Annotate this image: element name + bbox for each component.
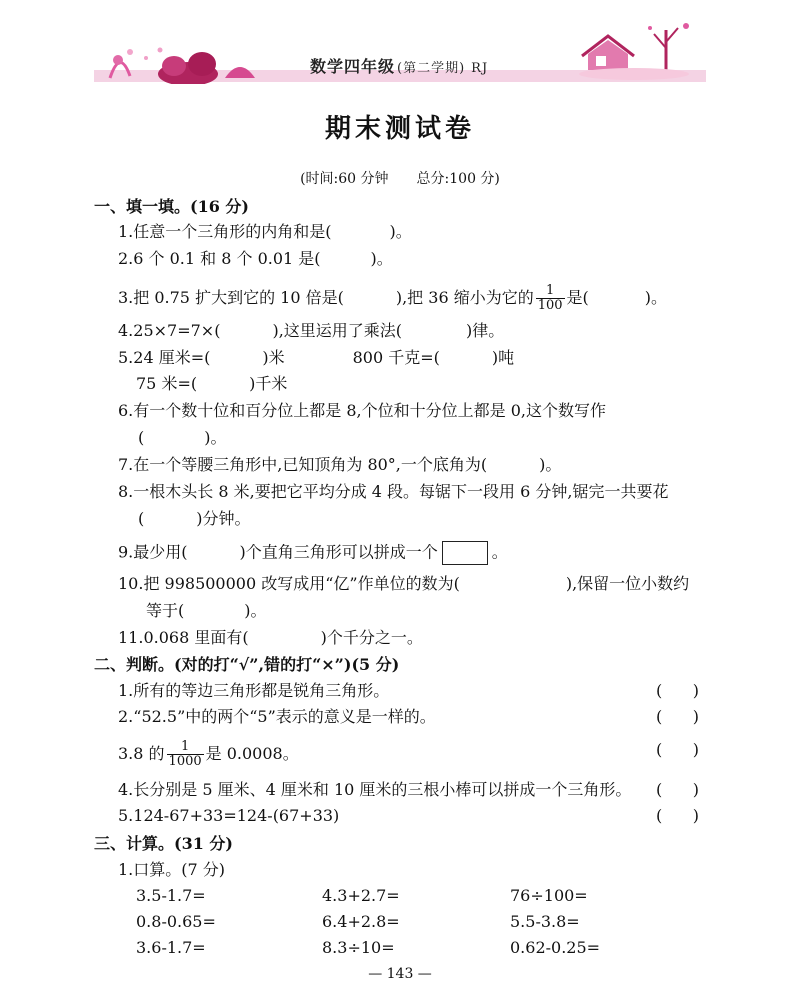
q3-text-a: 3.把 0.75 扩大到它的 10 倍是( [118, 288, 344, 307]
page-header [94, 18, 706, 88]
calc-item: 0.62-0.25= [510, 938, 601, 957]
exam-time: (时间:60 分钟 [300, 171, 389, 187]
judge-5-answer[interactable]: ( ) [656, 806, 699, 825]
judge-3: 3.8 的 $\frac{1}{1000}$ 是 0.0008。 [118, 739, 299, 769]
question-5 [118, 348, 514, 368]
calc-item: 3.5-1.7= [136, 886, 206, 905]
answer-box[interactable] [442, 541, 488, 565]
question-6: 6.有一个数十位和百分位上都是 8,个位和十分位上都是 0,这个数写作 [118, 401, 606, 420]
header-title [310, 54, 488, 77]
q9-text-a: 9.最少用( [118, 542, 188, 562]
oral-calc-heading: 1.口算。(7 分) [118, 860, 226, 879]
question-2 [118, 249, 393, 269]
section1-heading: 一、填一填。(16 分) [94, 197, 249, 216]
q3-end: )。 [644, 288, 668, 307]
question-9: 9.最少用( )个直角三角形可以拼成一个 。 [118, 541, 508, 565]
judge-5: 5.124-67+33=124-(67+33) [118, 806, 340, 825]
calc-item: 76÷100= [510, 886, 588, 905]
judge-1: 1.所有的等边三角形都是锐角三角形。 [118, 681, 390, 700]
q5-text-e: 75 米=( [136, 374, 198, 393]
header-semester: (第二学期) [397, 61, 466, 76]
calc-item: 4.3+2.7= [322, 886, 400, 905]
question-1 [118, 222, 412, 242]
question-5-line2 [136, 374, 287, 394]
question-10-line2: 等于( )。 [146, 601, 267, 620]
calc-item: 0.8-0.65= [136, 912, 216, 931]
q3-text-b: ),把 36 缩小为它的 [395, 288, 534, 307]
q5-text-f: )千米 [249, 374, 288, 393]
q11-text: 11.0.068 里面有( [118, 628, 249, 647]
header-edition: RJ [471, 61, 489, 76]
question-7: 7.在一个等腰三角形中,已知顶角为 80°,一个底角为( )。 [118, 455, 562, 474]
question-8-line2: ( )分钟。 [138, 509, 251, 528]
q9-text-b: )个直角三角形可以拼成一个 [239, 542, 438, 562]
fraction-one-hundredth: $\frac{1}{100}$ [537, 283, 563, 313]
fraction-one-thousandth: $\frac{1}{1000}$ [168, 739, 202, 769]
judge-3-answer[interactable]: ( ) [656, 740, 699, 759]
q5-text-d: )吨 [491, 348, 515, 367]
exam-info [0, 168, 800, 188]
calc-item: 8.3÷10= [322, 938, 395, 957]
calc-item: 3.6-1.7= [136, 938, 206, 957]
judge-1-answer[interactable]: ( ) [656, 681, 699, 700]
page-number: — 143 — [368, 966, 432, 982]
calc-item: 6.4+2.8= [322, 912, 400, 931]
question-3 [118, 284, 667, 313]
q10-text: 10.把 998500000 改写成用“亿”作单位的数为( [118, 574, 460, 593]
question-6-line2: ( )。 [138, 428, 227, 447]
q1-text: 1.任意一个三角形的内角和是( [118, 222, 332, 241]
q4-end: )律。 [466, 321, 505, 340]
section3-heading: 三、计算。(31 分) [94, 834, 233, 853]
calc-item: 5.5-3.8= [510, 912, 580, 931]
q5-text-c: 800 千克=( [352, 348, 440, 367]
q3-text-c: 是( [566, 288, 589, 307]
judge-4-answer[interactable]: ( ) [656, 780, 699, 799]
q2-end: )。 [370, 249, 393, 268]
q2-text: 2.6 个 0.1 和 8 个 0.01 是( [118, 249, 321, 268]
exam-score: 总分:100 分) [416, 171, 500, 187]
header-grade: 数学四年级 [310, 57, 396, 76]
page-title: 期末测试卷 [324, 114, 475, 144]
q5-text-a: 5.24 厘米=( [118, 348, 211, 367]
question-4 [118, 321, 504, 341]
question-8: 8.一根木头长 8 米,要把它平均分成 4 段。每锯下一段用 6 分钟,锯完一共要花 [118, 482, 669, 501]
q4-text-a: 4.25×7=7×( [118, 321, 221, 340]
q5-text-b: )米 [262, 348, 285, 367]
q1-end: )。 [389, 222, 412, 241]
section2-heading: 二、判断。(对的打“√”,错的打“×”)(5 分) [94, 655, 400, 674]
judge-4: 4.长分别是 5 厘米、4 厘米和 10 厘米的三根小棒可以拼成一个三角形。 [118, 780, 632, 799]
house-tree-decoration-icon [574, 18, 704, 84]
question-11: 11.0.068 里面有( )个千分之一。 [118, 628, 423, 647]
judge-2: 2.“52.5”中的两个“5”表示的意义是一样的。 [118, 707, 436, 726]
q4-text-b: ),这里运用了乘法( [272, 321, 403, 340]
judge-2-answer[interactable]: ( ) [656, 707, 699, 726]
question-10: 10.把 998500000 改写成用“亿”作单位的数为( ),保留一位小数约 [118, 574, 690, 593]
flower-decoration-icon [100, 38, 260, 84]
q7-text: 7.在一个等腰三角形中,已知顶角为 80°,一个底角为( [118, 455, 488, 474]
